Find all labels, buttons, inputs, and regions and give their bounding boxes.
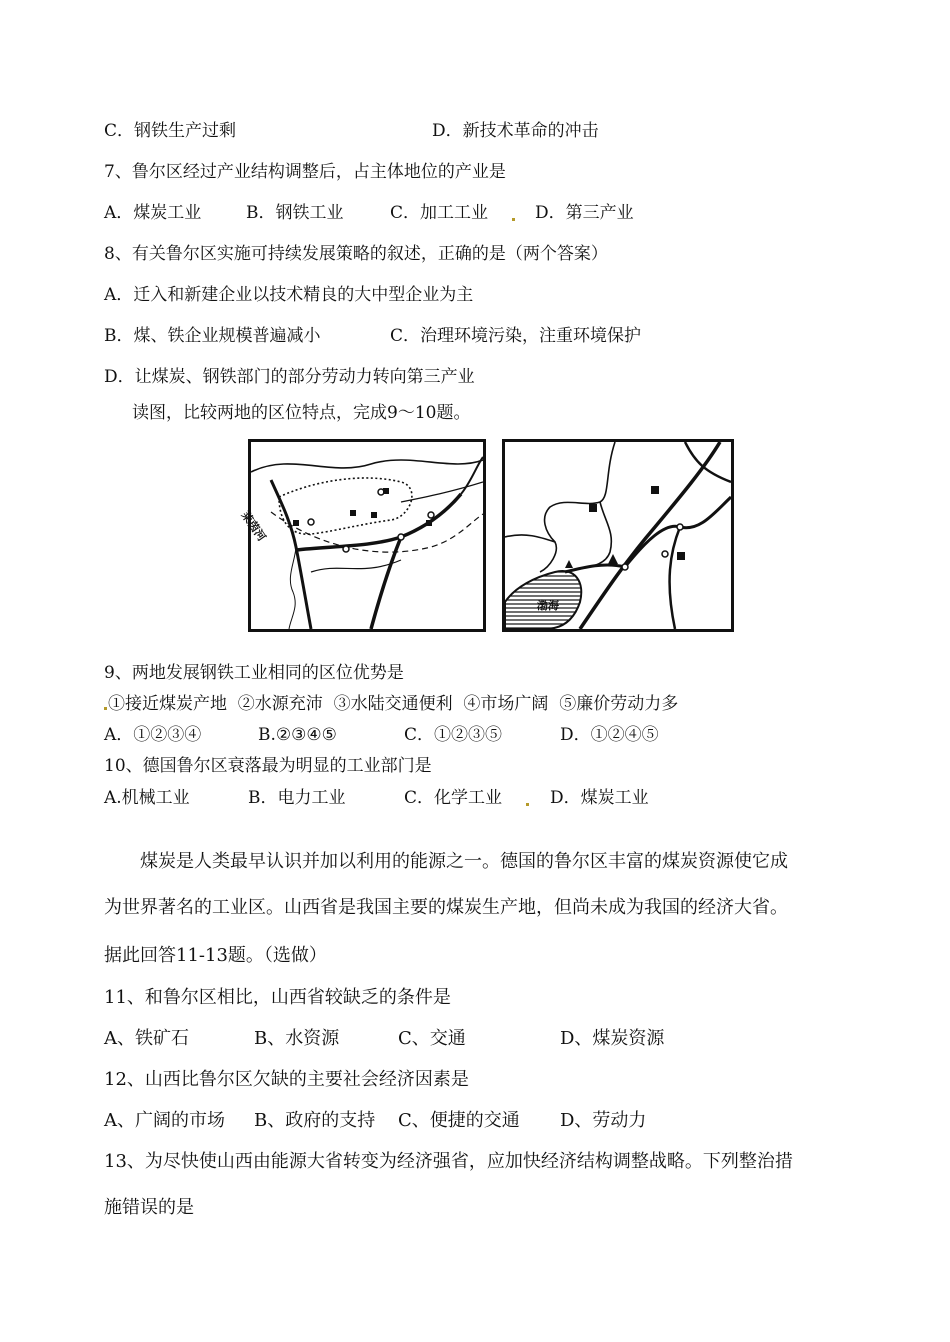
map-ruhr-drawing xyxy=(251,442,483,629)
q12-option-a: A、广阔的市场 xyxy=(104,1110,225,1131)
q9-stem: 9、两地发展钢铁工业相同的区位优势是 xyxy=(104,663,404,683)
q7-stem: 7、鲁尔区经过产业结构调整后，占主体地位的产业是 xyxy=(104,162,506,182)
q7-option-a: A．煤炭工业 xyxy=(104,203,202,223)
q9-option-c: C．①②③⑤ xyxy=(404,725,503,745)
ink-speck xyxy=(104,707,107,710)
q7-option-b: B．钢铁工业 xyxy=(246,203,344,223)
bohai-label: 渤海 xyxy=(537,599,559,612)
q8-option-a: A．迁入和新建企业以技术精良的大中型企业为主 xyxy=(104,285,474,305)
ink-speck xyxy=(526,803,529,806)
passage-line-1: 煤炭是人类最早认识并加以利用的能源之一。德国的鲁尔区丰富的煤炭资源使它成 xyxy=(140,851,788,872)
q13-stem-line-1: 13、为尽快使山西由能源大省转变为经济强省，应加快经济结构调整战略。下列整治措 xyxy=(104,1151,793,1172)
q11-stem: 11、和鲁尔区相比，山西省较缺乏的条件是 xyxy=(104,987,451,1008)
q12-stem: 12、山西比鲁尔区欠缺的主要社会经济因素是 xyxy=(104,1069,469,1090)
q13-stem-line-2: 施错误的是 xyxy=(104,1197,194,1218)
q12-option-c: C、便捷的交通 xyxy=(398,1110,520,1131)
q12-option-d: D、劳动力 xyxy=(560,1110,647,1131)
q8-option-c: C．治理环境污染，注重环境保护 xyxy=(390,326,642,346)
q11-option-b: B、水资源 xyxy=(254,1028,340,1049)
q9-choices: ①接近煤炭产地 ②水源充沛 ③水陆交通便利 ④市场广阔 ⑤廉价劳动力多 xyxy=(108,694,679,714)
q10-option-d: D．煤炭工业 xyxy=(550,788,649,808)
map-ruhr xyxy=(238,439,486,632)
rhine-label: 莱茵河 xyxy=(238,509,269,544)
q9-option-d: D．①②④⑤ xyxy=(560,725,659,745)
q11-option-d: D、煤炭资源 xyxy=(560,1028,665,1049)
q8-option-b: B．煤、铁企业规模普遍减小 xyxy=(104,326,321,346)
q11-option-a: A、铁矿石 xyxy=(104,1028,189,1049)
q12-option-b: B、政府的支持 xyxy=(254,1110,376,1131)
q7-option-c: C．加工工业 xyxy=(390,203,489,223)
q6-option-d: D．新技术革命的冲击 xyxy=(432,121,599,141)
map-china xyxy=(502,439,734,632)
q10-option-a: A.机械工业 xyxy=(104,788,190,808)
passage-line-2: 为世界著名的工业区。山西省是我国主要的煤炭生产地，但尚未成为我国的经济大省。 xyxy=(104,897,788,918)
ink-speck xyxy=(512,218,515,221)
q10-option-b: B．电力工业 xyxy=(248,788,346,808)
q11-option-c: C、交通 xyxy=(398,1028,466,1049)
q6-option-c: C．钢铁生产过剩 xyxy=(104,121,237,141)
q9-option-a: A．①②③④ xyxy=(104,725,202,745)
q10-option-c: C．化学工业 xyxy=(404,788,503,808)
q9-option-b: B.②③④⑤ xyxy=(258,725,337,745)
q7-option-d: D．第三产业 xyxy=(535,203,634,223)
q8-option-d: D．让煤炭、钢铁部门的部分劳动力转向第三产业 xyxy=(104,367,475,387)
q8-stem: 8、有关鲁尔区实施可持续发展策略的叙述，正确的是（两个答案） xyxy=(104,244,608,264)
q10-stem: 10、德国鲁尔区衰落最为明显的工业部门是 xyxy=(104,756,432,776)
passage-line-3: 据此回答11-13题。（选做） xyxy=(104,945,327,966)
intro-9-10: 读图，比较两地的区位特点，完成9～10题。 xyxy=(132,403,471,423)
